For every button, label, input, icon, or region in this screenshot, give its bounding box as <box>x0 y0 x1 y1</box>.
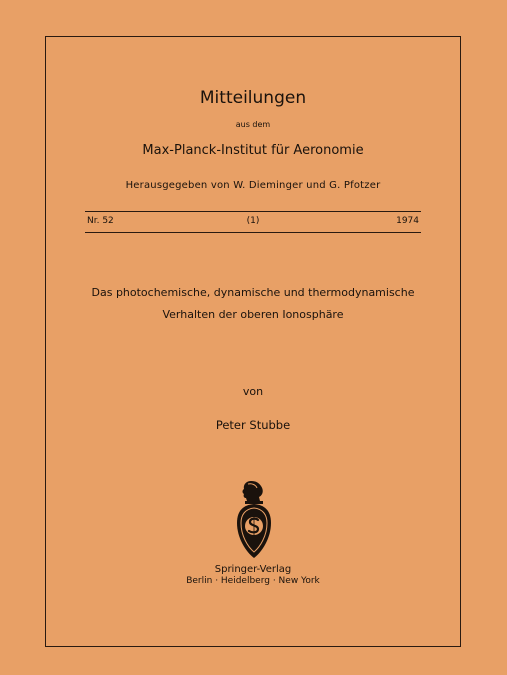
aus-dem-text: aus dem <box>235 120 271 129</box>
von-text: von <box>242 385 264 398</box>
publisher-locations: Berlin · Heidelberg · New York <box>186 576 320 586</box>
part-number: (1) <box>246 216 260 226</box>
publisher-name: Springer-Verlag <box>214 564 292 575</box>
title-line-1: Das photochemische, dynamische und thermodynamische <box>91 286 415 299</box>
publication-year: 1974 <box>396 216 419 226</box>
title-line-2: Verhalten der oberen Ionosphäre <box>162 308 344 321</box>
editors-line: Herausgegeben von W. Dieminger und G. Pfotzer <box>125 180 381 191</box>
bottom-rule <box>85 232 421 233</box>
author-name: Peter Stubbe <box>215 418 291 432</box>
top-rule <box>85 211 421 212</box>
springer-knight-logo-icon <box>234 478 274 562</box>
institute-name: Max-Planck-Institut für Aeronomie <box>142 143 364 158</box>
issue-number: Nr. 52 <box>87 216 114 226</box>
series-title: Mitteilungen <box>199 88 307 108</box>
